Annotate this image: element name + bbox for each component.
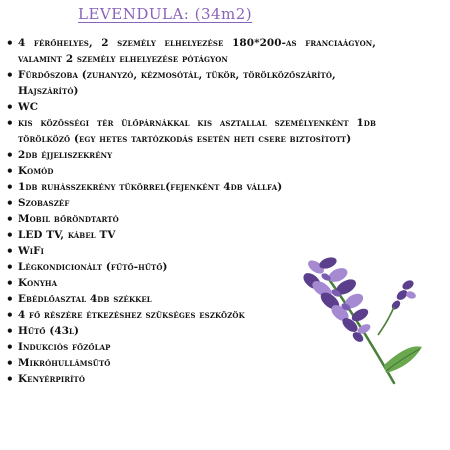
list-item: • Mobil bőröndtartó xyxy=(4,211,376,227)
list-item: • Hűtő (43l) xyxy=(4,323,376,339)
list-item: • WC xyxy=(4,99,376,115)
lavender-bud-cluster xyxy=(390,279,417,312)
list-item: • 1db ruhásszekrény tükörrel(fejenként 4db vállfa) xyxy=(4,179,376,195)
list-item: • Fürdőszoba (zuhanyzó, kézmosótál, tükör, törölközőszárító, Hajszárító) xyxy=(4,67,376,99)
lavender-sprig-icon xyxy=(298,255,428,395)
list-item: • 4 fő részére étkezéshez szükséges eszközök xyxy=(4,307,376,323)
list-item: • Légkondicionált (fűtő-hűtő) xyxy=(4,259,376,275)
list-item: • kis közösségi tér ülőpárnákkal kis asztallal személyenként 1db törölköző (egy hetes tartózkodás esetén heti csere biztosított) xyxy=(4,115,376,147)
list-item: • 2db éjjeliszekrény xyxy=(4,147,376,163)
list-item: • Konyha xyxy=(4,275,376,291)
list-item: • WiFi xyxy=(4,243,376,259)
list-item: • LED TV, kábel TV xyxy=(4,227,376,243)
list-item: • Szobaszéf xyxy=(4,195,376,211)
lavender-flower-head xyxy=(300,255,372,344)
list-item: • Kenyérpirító xyxy=(4,371,376,387)
list-item: • Mikróhullámsütő xyxy=(4,355,376,371)
list-item: • Komód xyxy=(4,163,376,179)
lavender-leaf xyxy=(384,346,422,373)
page-title: LEVENDULA: (34m2) xyxy=(78,5,253,23)
list-item: • Indukciós főzőlap xyxy=(4,339,376,355)
list-item: • Ebédlőasztal 4db székkel xyxy=(4,291,376,307)
list-item: • 4 férőhelyes, 2 személy elhelyezése 180*200-as franciaágyon, valamint 2 személy elhelyezése pótágyon xyxy=(4,35,376,67)
